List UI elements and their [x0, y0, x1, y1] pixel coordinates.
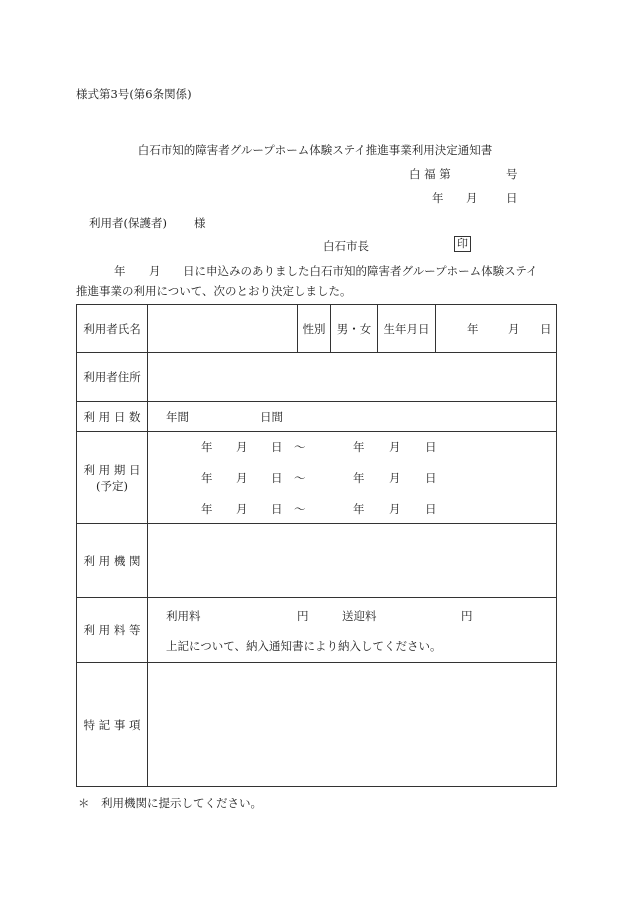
fees-value — [148, 598, 557, 663]
seal-text: 印 — [454, 236, 471, 252]
decision-table — [76, 304, 557, 787]
period-start-year: 年 — [201, 502, 213, 516]
remarks-label: 特 記 事 項 — [77, 663, 148, 787]
facility-value — [148, 524, 557, 598]
period-end-month: 月 — [389, 440, 401, 454]
days-label: 利 用 日 数 — [77, 402, 148, 432]
period-start-month: 月 — [236, 471, 248, 485]
body-year: 年 — [114, 264, 126, 278]
fees-label: 利 用 料 等 — [77, 598, 148, 663]
period-tilde: ～ — [294, 502, 306, 516]
form-number: 様式第3号(第6条関係) — [76, 87, 192, 101]
address-value — [148, 353, 557, 402]
period-value — [148, 432, 557, 524]
remarks-value — [148, 663, 557, 787]
date-month: 月 — [466, 191, 478, 205]
period-tilde: ～ — [294, 471, 306, 485]
table-row-period — [77, 432, 557, 524]
table-row-remarks — [77, 663, 557, 787]
date-year: 年 — [432, 191, 444, 205]
footnote: ＊ 利用機関に提示してください。 — [78, 796, 262, 810]
period-sublabel: (予定) — [96, 478, 128, 493]
sex-label: 性別 — [298, 305, 331, 353]
sex-options: 男・女 — [331, 305, 378, 353]
table-row-days — [77, 402, 557, 432]
fee-label: 利用料 — [166, 609, 201, 623]
period-label: 利 用 期 日 — [83, 462, 141, 477]
days-value — [148, 402, 557, 432]
period-end-year: 年 — [353, 471, 365, 485]
name-value — [148, 305, 298, 353]
period-start-year: 年 — [201, 471, 213, 485]
issuer-title: 白石市長 — [323, 239, 369, 253]
date-day: 日 — [506, 191, 518, 205]
facility-label: 利 用 機 関 — [77, 524, 148, 598]
period-end-day: 日 — [425, 502, 437, 516]
table-row-name — [77, 305, 557, 353]
document-number-prefix: 白 福 第 — [409, 167, 451, 181]
transport-unit: 円 — [461, 609, 473, 623]
name-label: 利用者氏名 — [77, 305, 148, 353]
dob-value — [436, 305, 557, 353]
days-days: 日間 — [260, 409, 283, 424]
period-start-year: 年 — [201, 440, 213, 454]
fees-note: 上記について、納入通知書により納入してください。 — [166, 639, 442, 653]
body-month: 月 — [149, 264, 161, 278]
days-years: 年間 — [166, 409, 189, 424]
period-start-month: 月 — [236, 502, 248, 516]
period-start-day: 日 — [271, 471, 283, 485]
page-title: 白石市知的障害者グループホーム体験ステイ推進事業利用決定通知書 — [137, 143, 493, 157]
body-text-line1: 日に申込みのありました白石市知的障害者グループホーム体験ステイ — [183, 264, 538, 278]
period-end-day: 日 — [425, 440, 437, 454]
body-text-line2: 推進事業の利用について、次のとおり決定しました。 — [76, 284, 352, 298]
dob-year: 年 — [467, 321, 479, 336]
period-end-year: 年 — [353, 440, 365, 454]
table-row-facility — [77, 524, 557, 598]
period-end-year: 年 — [353, 502, 365, 516]
fee-unit: 円 — [297, 609, 309, 623]
dob-day: 日 — [540, 321, 552, 336]
table-row-fees — [77, 598, 557, 663]
period-label-cell — [77, 432, 148, 524]
document-number-suffix: 号 — [506, 167, 518, 181]
recipient-label: 利用者(保護者) — [89, 216, 167, 230]
period-start-day: 日 — [271, 440, 283, 454]
transport-label: 送迎料 — [342, 609, 377, 623]
period-end-day: 日 — [425, 471, 437, 485]
period-tilde: ～ — [294, 440, 306, 454]
period-end-month: 月 — [389, 471, 401, 485]
table-row-address — [77, 353, 557, 402]
recipient-honorific: 様 — [194, 216, 206, 230]
period-end-month: 月 — [389, 502, 401, 516]
seal-mark — [454, 236, 471, 252]
period-start-day: 日 — [271, 502, 283, 516]
dob-month: 月 — [508, 321, 520, 336]
dob-label: 生年月日 — [378, 305, 436, 353]
address-label: 利用者住所 — [77, 353, 148, 402]
period-start-month: 月 — [236, 440, 248, 454]
